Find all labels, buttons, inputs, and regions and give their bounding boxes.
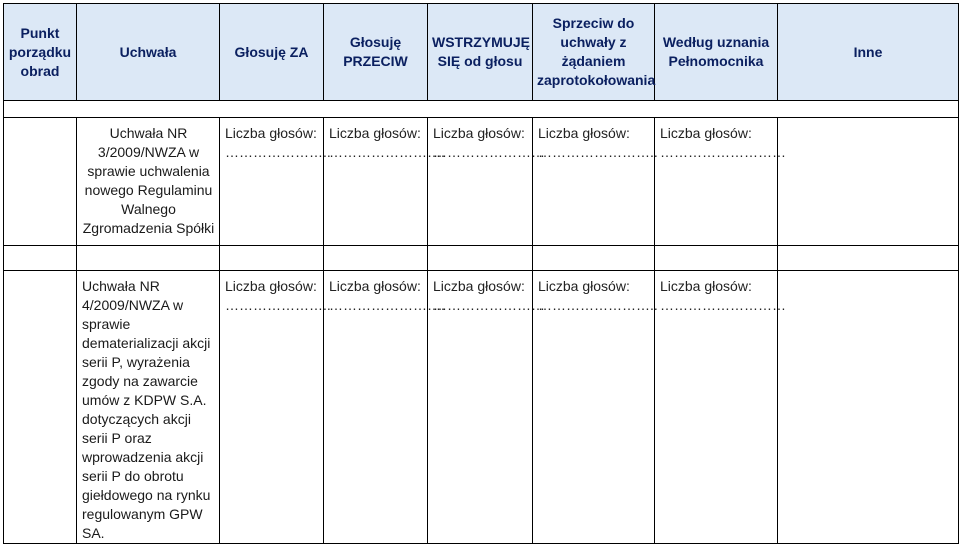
vote-count-blank: ……………………… bbox=[660, 144, 786, 160]
vote-count-label: Liczba głosów: bbox=[660, 125, 752, 141]
vote-for-cell[interactable] bbox=[220, 271, 331, 544]
objection-cell[interactable] bbox=[533, 271, 658, 544]
header-proxy-discretion: Według uznania Pełnomocnika bbox=[655, 4, 778, 101]
vote-count-blank: …………………… bbox=[433, 297, 545, 313]
header-vote-for: Głosuję ZA bbox=[220, 4, 324, 101]
table-row bbox=[4, 271, 959, 544]
vote-count-blank: …………………….. bbox=[538, 144, 658, 160]
vote-count-label: Liczba głosów: bbox=[433, 125, 525, 141]
proxy-discretion-cell[interactable] bbox=[655, 271, 786, 544]
header-row bbox=[4, 4, 959, 101]
vote-count-label: Liczba głosów: bbox=[538, 125, 630, 141]
other-cell[interactable] bbox=[778, 118, 959, 246]
vote-count-label: Liczba głosów: bbox=[433, 278, 525, 294]
vote-count-label: Liczba głosów: bbox=[538, 278, 630, 294]
row-spacer bbox=[4, 246, 959, 271]
vote-against-cell[interactable] bbox=[324, 271, 445, 544]
vote-count-blank: ……………………… bbox=[660, 297, 786, 313]
table-row bbox=[4, 118, 959, 246]
other-cell[interactable] bbox=[778, 271, 959, 544]
voting-instruction-table bbox=[3, 3, 959, 544]
vote-count-blank: ………………….. bbox=[225, 144, 331, 160]
agenda-item-cell bbox=[4, 118, 77, 246]
vote-count-blank: ……………………. bbox=[329, 297, 445, 313]
objection-cell[interactable] bbox=[533, 118, 658, 246]
abstain-cell[interactable] bbox=[428, 271, 545, 544]
vote-count-label: Liczba głosów: bbox=[329, 278, 421, 294]
vote-count-blank: ………………….. bbox=[225, 297, 331, 313]
vote-count-blank: …………………….. bbox=[538, 297, 658, 313]
vote-count-blank: ……………………. bbox=[329, 144, 445, 160]
vote-against-cell[interactable] bbox=[324, 118, 445, 246]
agenda-item-cell bbox=[4, 271, 77, 544]
vote-count-label: Liczba głosów: bbox=[225, 278, 317, 294]
resolution-title: Uchwała NR 4/2009/NWZA w sprawie dematerializacji akcji serii P, wyrażenia zgody na zawarcie umów z KDPW S.A. dotyczących akcji serii P oraz wprowadzenia akcji serii P do obrotu giełdowego na rynku regulowanym GPW SA. bbox=[77, 271, 220, 544]
header-abstain: WSTRZYMUJĘ SIĘ od głosu bbox=[428, 4, 533, 101]
vote-count-label: Liczba głosów: bbox=[225, 125, 317, 141]
header-agenda-item: Punkt porządku obrad bbox=[4, 4, 77, 101]
header-other: Inne bbox=[778, 4, 959, 101]
vote-count-blank: …………………… bbox=[433, 144, 545, 160]
vote-for-cell[interactable] bbox=[220, 118, 331, 246]
header-vote-against: Głosuję PRZECIW bbox=[324, 4, 428, 101]
proxy-discretion-cell[interactable] bbox=[655, 118, 786, 246]
resolution-title: Uchwała NR 3/2009/NWZA w sprawie uchwalenia nowego Regulaminu Walnego Zgromadzenia Spółki bbox=[77, 118, 220, 246]
vote-count-label: Liczba głosów: bbox=[660, 278, 752, 294]
header-objection: Sprzeciw do uchwały z żądaniem zaprotokołowania bbox=[533, 4, 655, 101]
header-resolution: Uchwała bbox=[77, 4, 220, 101]
vote-count-label: Liczba głosów: bbox=[329, 125, 421, 141]
row-separator bbox=[4, 101, 959, 118]
abstain-cell[interactable] bbox=[428, 118, 545, 246]
